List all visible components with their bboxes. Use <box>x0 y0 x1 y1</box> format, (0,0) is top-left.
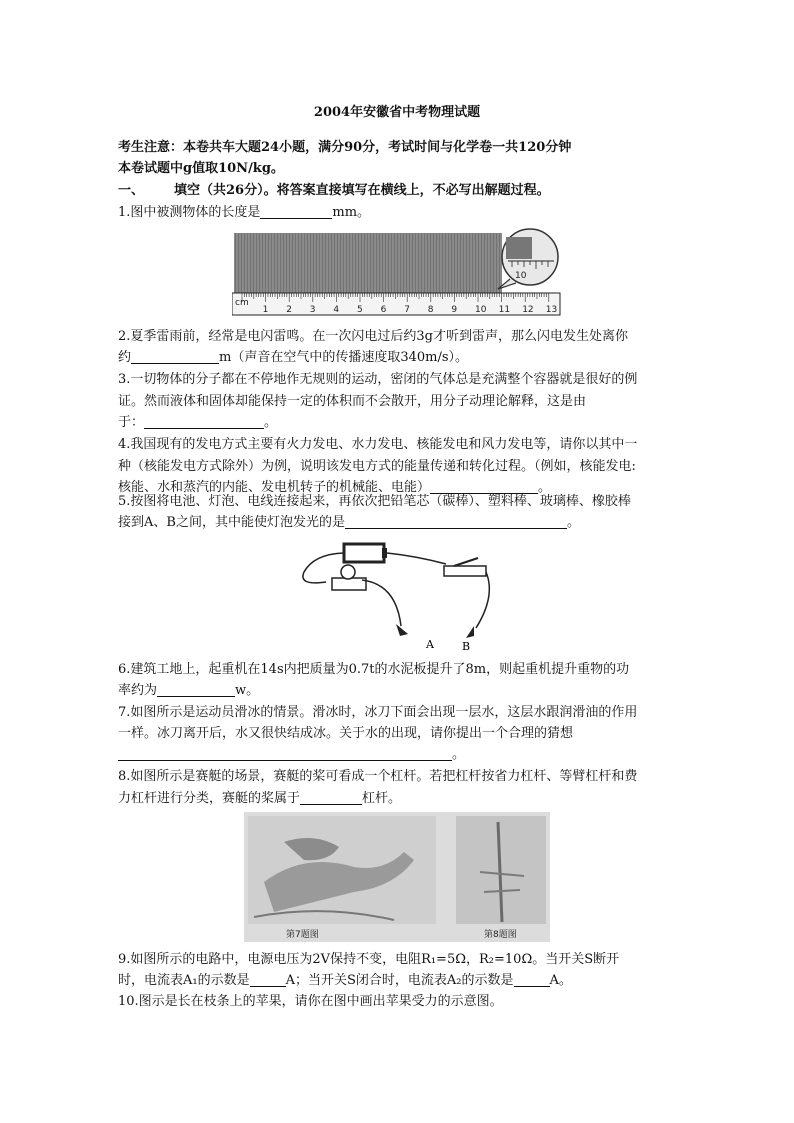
ruler-tick-label: 11 <box>498 305 511 315</box>
ruler-tick-label: 13 <box>545 305 558 315</box>
question-8-line-2 <box>118 788 401 810</box>
question-5-line-2 <box>118 512 580 534</box>
q1-answer-blank[interactable] <box>260 204 332 219</box>
q2-answer-blank[interactable] <box>131 349 219 364</box>
q3-answer-blank[interactable] <box>144 414 264 429</box>
question-3-line-1: 3.一切物体的分子都在不停地作无规则的运动，密闭的气体总是充满整个容器就是很好的例 <box>118 372 638 387</box>
q4-text: 核能、水和蒸汽的内能、发电机转子的机械能、电能） <box>118 480 431 495</box>
clip-b-icon <box>466 626 474 638</box>
question-3-line-2: 证。然而液体和固体却能保持一定的体积而不会散开，用分子动理论解释，这是由 <box>118 394 587 409</box>
switch-icon <box>444 566 486 576</box>
question-8-line-1: 8.如图所示是赛艇的场景，赛艇的桨可看成一个杠杆。若把杠杆按省力杠杆、等臂杠杆和费 <box>118 769 638 784</box>
terminal-b-label: B <box>462 640 471 653</box>
q8-text: 力杠杆进行分类，赛艇的桨属于 <box>118 791 301 806</box>
q6-answer-blank[interactable] <box>157 682 235 697</box>
clip-a-icon <box>396 624 408 636</box>
exam-notice-1: 考生注意：本卷共车大题24小题，满分90分，考试时间与化学卷一共120分钟 <box>118 140 572 155</box>
q9-answer-blank-2[interactable] <box>514 972 550 987</box>
ruler-tick-label: 5 <box>357 305 363 315</box>
question-3-line-3 <box>118 412 277 434</box>
question-5-line-1: 5.按图将电池、灯泡、电线连接起来，再依次把铅笔芯（碳棒）、塑料棒、玻璃棒、橡胶棒 <box>118 494 631 509</box>
ruler-tick-label: 6 <box>380 305 387 315</box>
page-title: 2004年安徽省中考物理试题 <box>313 105 481 120</box>
question-10: 10.图示是长在枝条上的苹果，请你在图中画出苹果受力的示意图。 <box>118 994 503 1009</box>
q4-text-after: 。 <box>538 480 552 495</box>
ruler-tick-label: 9 <box>451 305 458 315</box>
zoom-tick-label: 10 <box>515 271 527 281</box>
ruler-tick-label: 3 <box>309 305 316 315</box>
q8-text-after: 杠杆。 <box>362 791 402 806</box>
measured-object <box>234 233 502 293</box>
question-7-line-1: 7.如图所示是运动员滑冰的情景。滑冰时，冰刀下面会出现一层水，这层水跟润滑油的作用 <box>118 705 638 720</box>
ruler-tick-label: 4 <box>333 305 340 315</box>
q7-text-after: 。 <box>452 747 466 762</box>
question-9-line-1: 9.如图所示的电路中，电源电压为2V保持不变，电阻R₁=5Ω，R₂=10Ω。当开关S断开 <box>118 952 620 967</box>
question-7-line-3 <box>118 744 465 766</box>
q9-text-b: A；当开关S闭合时，电流表A₂的示数是 <box>285 973 514 988</box>
section-heading <box>118 180 550 202</box>
question-2-line-2 <box>118 347 468 369</box>
q1-unit: mm。 <box>332 205 371 220</box>
ruler-unit: cm <box>235 298 249 308</box>
q9-text-a: 时，电流表A₁的示数是 <box>118 973 250 988</box>
ruler-tick-label: 12 <box>522 305 534 315</box>
ruler-tick-label: 7 <box>404 305 410 315</box>
ruler-figure <box>232 227 562 319</box>
battery-icon <box>344 544 384 562</box>
q5-answer-blank[interactable] <box>345 514 567 529</box>
question-7-line-2: 一样。冰刀离开后，水又很快结成冰。关于水的出现，请你提出一个合理的猜想 <box>118 726 574 741</box>
figure-7-caption: 第7题图 <box>286 930 319 940</box>
bulb-base <box>332 578 366 590</box>
q8-answer-blank[interactable] <box>300 790 362 805</box>
q3-text: 于： <box>118 415 145 430</box>
q3-text-after: 。 <box>264 415 278 430</box>
q5-text: 接到A、B之间，其中能使灯泡发光的是 <box>118 515 345 530</box>
question-4-line-1: 4.我国现有的发电方式主要有火力发电、水力发电、核能发电和风力发电等，请你以其中一 <box>118 437 638 452</box>
q6-unit: w。 <box>235 683 260 698</box>
photos-figure <box>244 812 550 942</box>
q5-text-after: 。 <box>566 515 580 530</box>
q7-answer-blank[interactable] <box>118 746 452 761</box>
section-number: 一、 <box>118 183 145 198</box>
question-6-line-2 <box>118 680 259 702</box>
ruler-tick-label: 2 <box>286 305 292 315</box>
q9-answer-blank-1[interactable] <box>250 972 286 987</box>
question-6-line-1: 6.建筑工地上，起重机在14s内把质量为0.7t的水泥板提升了8m，则起重机提升重物的功 <box>118 662 630 677</box>
exam-notice-2: 本卷试题中g值取10N/kg。 <box>118 161 284 176</box>
q1-text: 1.图中被测物体的长度是 <box>118 205 261 220</box>
ruler-tick-label: 10 <box>475 305 487 315</box>
question-2-line-1: 2.夏季雷雨前，经常是电闪雷鸣。在一次闪电过后约3g才听到雷声，那么闪电发生处离你 <box>118 329 628 344</box>
ruler-tick-label: 1 <box>262 305 269 315</box>
ruler-tick-label: 8 <box>427 305 434 315</box>
figure-8-caption: 第8题图 <box>484 930 517 940</box>
question-9-line-2 <box>118 970 572 992</box>
circuit-figure <box>296 536 498 654</box>
question-4-line-2: 种（核能发电方式除外）为例，说明该发电方式的能量传递和转化过程。（例如，核能发电: <box>118 459 636 474</box>
section-title: 填空（共26分）。将答案直接填写在横线上，不必写出解题过程。 <box>174 183 550 198</box>
q2-text: 约 <box>118 350 132 365</box>
question-1 <box>118 202 370 224</box>
q2-text-after: m（声音在空气中的传播速度取340m/s）。 <box>219 350 469 365</box>
terminal-a-label: A <box>426 638 434 651</box>
lamp-bulb-icon <box>341 565 355 579</box>
q6-text: 率约为 <box>118 683 158 698</box>
q9-text-c: A。 <box>549 973 572 988</box>
